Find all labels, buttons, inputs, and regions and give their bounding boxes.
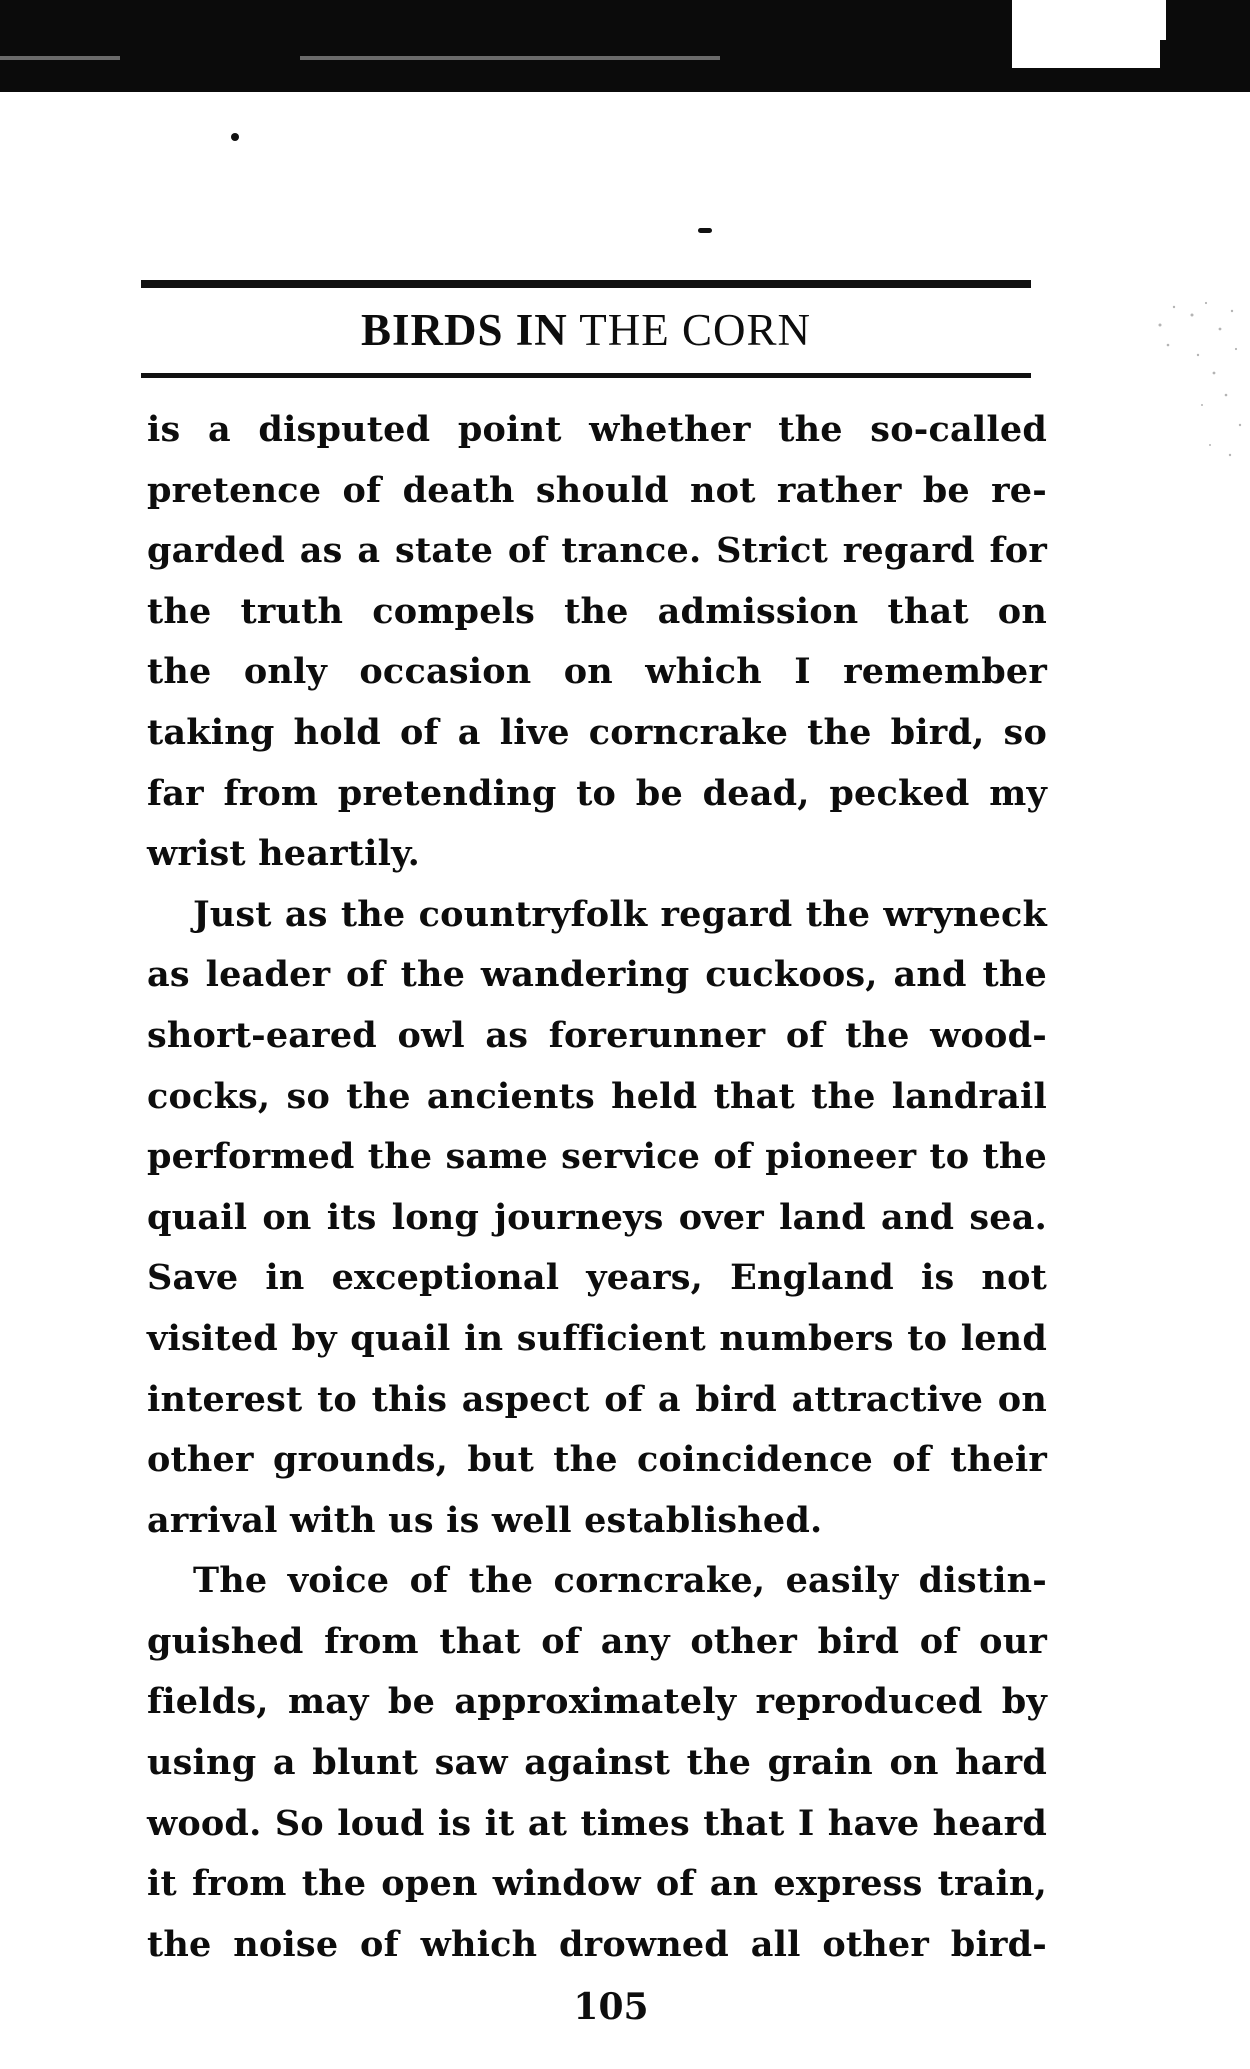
scan-streak: [0, 56, 120, 60]
text-line: Just as the countryfolk regard the wryneck: [193, 893, 1047, 935]
text-line: Save in exceptional years, England is not: [147, 1257, 1047, 1299]
text-line: wood. So loud is it at times that I have heard: [147, 1802, 1047, 1844]
running-head: [141, 300, 1031, 360]
text-line: visited by quail in sufficient numbers to lend: [147, 1317, 1047, 1359]
text-line: is a disputed point whether the so-called: [147, 409, 1047, 450]
text-line: The voice of the corncrake, easily distin-: [193, 1560, 1047, 1602]
header-rule-bottom: [141, 373, 1031, 378]
running-head-rest: THE CORN: [579, 305, 811, 355]
text-line: the truth compels the admission that on: [147, 590, 1047, 632]
scan-border-gap: [1012, 0, 1160, 68]
speck: [698, 228, 712, 233]
text-line: far from pretending to be dead, pecked my: [147, 772, 1047, 814]
text-line: garded as a state of trance. Strict regard for: [147, 530, 1047, 572]
scan-streak: [300, 56, 720, 60]
text-line: guished from that of any other bird of our: [147, 1620, 1047, 1662]
text-line: as leader of the wandering cuckoos, and the: [147, 954, 1047, 996]
text-line: wrist heartily.: [147, 833, 421, 875]
body-text: [147, 400, 1047, 1975]
page-number: 105: [573, 1986, 649, 2028]
scan-border-gap-small: [1160, 0, 1166, 40]
text-line: the noise of which drowned all other bird-: [147, 1923, 1047, 1965]
text-line: interest to this aspect of a bird attractive on: [147, 1378, 1047, 1420]
running-head-bold: BIRDS IN: [361, 305, 568, 355]
text-line: the only occasion on which I remember: [147, 651, 1047, 693]
text-line: cocks, so the ancients held that the landrail: [147, 1075, 1047, 1117]
text-line: using a blunt saw against the grain on hard: [147, 1742, 1047, 1784]
header-rule-top: [141, 280, 1031, 288]
text-line: other grounds, but the coincidence of their: [147, 1439, 1047, 1481]
text-line: quail on its long journeys over land and sea.: [147, 1196, 1047, 1238]
text-line: it from the open window of an express train,: [147, 1863, 1047, 1905]
edge-noise: [1140, 285, 1250, 485]
text-line: performed the same service of pioneer to the: [147, 1136, 1047, 1178]
speck: [231, 133, 239, 141]
text-line: pretence of death should not rather be re-: [147, 469, 1047, 511]
text-line: taking hold of a live corncrake the bird, so: [147, 711, 1047, 753]
text-line: short-eared owl as forerunner of the wood-: [147, 1014, 1047, 1056]
text-line: fields, may be approximately reproduced by: [147, 1681, 1047, 1723]
text-line: arrival with us is well established.: [147, 1499, 823, 1541]
